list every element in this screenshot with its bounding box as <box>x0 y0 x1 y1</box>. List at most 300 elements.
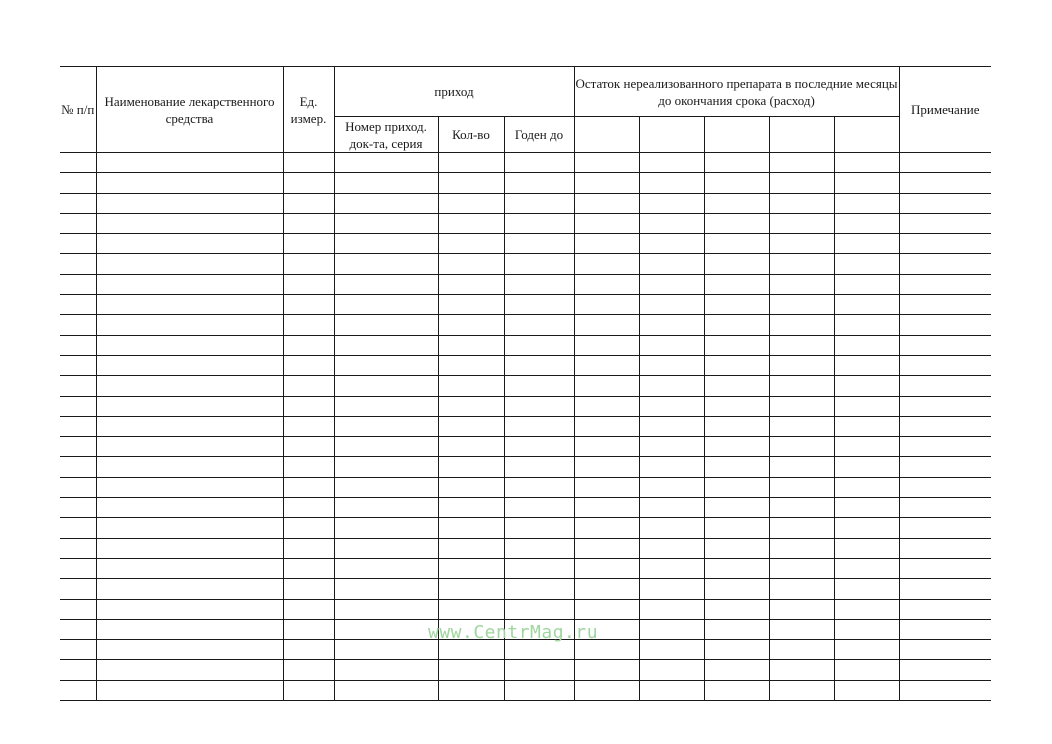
table-cell[interactable] <box>639 518 704 538</box>
table-cell[interactable] <box>769 660 834 680</box>
table-cell[interactable] <box>899 254 991 274</box>
table-cell[interactable] <box>639 437 704 457</box>
table-cell[interactable] <box>60 295 96 315</box>
table-cell[interactable] <box>899 295 991 315</box>
table-cell[interactable] <box>283 254 334 274</box>
table-cell[interactable] <box>704 518 769 538</box>
table-cell[interactable] <box>704 335 769 355</box>
table-cell[interactable] <box>60 416 96 436</box>
table-cell[interactable] <box>283 619 334 639</box>
table-cell[interactable] <box>96 660 283 680</box>
table-cell[interactable] <box>60 376 96 396</box>
table-cell[interactable] <box>769 173 834 193</box>
table-cell[interactable] <box>60 518 96 538</box>
table-cell[interactable] <box>96 335 283 355</box>
table-cell[interactable] <box>334 579 438 599</box>
table-cell[interactable] <box>334 355 438 375</box>
table-cell[interactable] <box>438 295 504 315</box>
table-cell[interactable] <box>639 457 704 477</box>
table-cell[interactable] <box>504 660 574 680</box>
table-cell[interactable] <box>899 355 991 375</box>
table-cell[interactable] <box>639 295 704 315</box>
table-cell[interactable] <box>574 295 639 315</box>
table-cell[interactable] <box>96 619 283 639</box>
table-cell[interactable] <box>283 315 334 335</box>
table-cell[interactable] <box>899 173 991 193</box>
table-cell[interactable] <box>334 437 438 457</box>
table-cell[interactable] <box>769 254 834 274</box>
table-cell[interactable] <box>334 416 438 436</box>
table-cell[interactable] <box>504 538 574 558</box>
table-cell[interactable] <box>438 153 504 173</box>
table-cell[interactable] <box>283 234 334 254</box>
table-cell[interactable] <box>769 538 834 558</box>
table-cell[interactable] <box>899 477 991 497</box>
table-cell[interactable] <box>899 579 991 599</box>
table-cell[interactable] <box>704 234 769 254</box>
table-cell[interactable] <box>834 315 899 335</box>
table-cell[interactable] <box>704 457 769 477</box>
table-cell[interactable] <box>438 579 504 599</box>
table-cell[interactable] <box>834 619 899 639</box>
table-cell[interactable] <box>96 315 283 335</box>
table-cell[interactable] <box>769 518 834 538</box>
table-cell[interactable] <box>60 660 96 680</box>
table-cell[interactable] <box>574 376 639 396</box>
table-cell[interactable] <box>60 619 96 639</box>
table-cell[interactable] <box>574 315 639 335</box>
table-cell[interactable] <box>283 437 334 457</box>
table-cell[interactable] <box>504 396 574 416</box>
table-cell[interactable] <box>60 315 96 335</box>
table-cell[interactable] <box>834 254 899 274</box>
table-cell[interactable] <box>504 437 574 457</box>
table-cell[interactable] <box>704 640 769 660</box>
table-cell[interactable] <box>96 518 283 538</box>
table-cell[interactable] <box>769 295 834 315</box>
table-cell[interactable] <box>899 396 991 416</box>
table-cell[interactable] <box>769 355 834 375</box>
table-cell[interactable] <box>96 416 283 436</box>
table-cell[interactable] <box>96 579 283 599</box>
table-cell[interactable] <box>574 254 639 274</box>
table-cell[interactable] <box>60 558 96 578</box>
table-cell[interactable] <box>96 558 283 578</box>
table-cell[interactable] <box>438 437 504 457</box>
table-cell[interactable] <box>438 234 504 254</box>
table-cell[interactable] <box>639 234 704 254</box>
table-cell[interactable] <box>504 599 574 619</box>
table-cell[interactable] <box>899 457 991 477</box>
table-cell[interactable] <box>504 295 574 315</box>
table-cell[interactable] <box>504 416 574 436</box>
table-cell[interactable] <box>334 315 438 335</box>
table-cell[interactable] <box>769 376 834 396</box>
table-cell[interactable] <box>438 274 504 294</box>
table-cell[interactable] <box>639 193 704 213</box>
table-cell[interactable] <box>574 680 639 700</box>
table-cell[interactable] <box>438 416 504 436</box>
table-cell[interactable] <box>96 173 283 193</box>
table-cell[interactable] <box>504 213 574 233</box>
table-cell[interactable] <box>769 234 834 254</box>
table-cell[interactable] <box>899 538 991 558</box>
table-cell[interactable] <box>60 437 96 457</box>
table-cell[interactable] <box>96 477 283 497</box>
table-cell[interactable] <box>504 254 574 274</box>
table-cell[interactable] <box>96 599 283 619</box>
table-cell[interactable] <box>769 640 834 660</box>
table-cell[interactable] <box>769 579 834 599</box>
table-cell[interactable] <box>334 498 438 518</box>
table-cell[interactable] <box>334 396 438 416</box>
table-cell[interactable] <box>704 538 769 558</box>
table-cell[interactable] <box>834 376 899 396</box>
table-cell[interactable] <box>96 234 283 254</box>
table-cell[interactable] <box>504 274 574 294</box>
table-cell[interactable] <box>769 619 834 639</box>
table-cell[interactable] <box>639 335 704 355</box>
table-cell[interactable] <box>704 153 769 173</box>
table-cell[interactable] <box>639 619 704 639</box>
table-cell[interactable] <box>438 477 504 497</box>
table-cell[interactable] <box>60 498 96 518</box>
table-cell[interactable] <box>504 234 574 254</box>
table-cell[interactable] <box>899 558 991 578</box>
table-cell[interactable] <box>574 660 639 680</box>
table-cell[interactable] <box>438 457 504 477</box>
table-cell[interactable] <box>438 355 504 375</box>
table-cell[interactable] <box>834 518 899 538</box>
table-cell[interactable] <box>334 538 438 558</box>
table-cell[interactable] <box>899 680 991 700</box>
table-cell[interactable] <box>283 153 334 173</box>
table-cell[interactable] <box>704 254 769 274</box>
table-cell[interactable] <box>60 640 96 660</box>
table-cell[interactable] <box>899 153 991 173</box>
table-cell[interactable] <box>769 213 834 233</box>
table-cell[interactable] <box>769 193 834 213</box>
table-cell[interactable] <box>574 274 639 294</box>
table-cell[interactable] <box>834 680 899 700</box>
table-cell[interactable] <box>504 376 574 396</box>
table-cell[interactable] <box>96 640 283 660</box>
table-cell[interactable] <box>283 274 334 294</box>
table-cell[interactable] <box>574 153 639 173</box>
table-cell[interactable] <box>704 599 769 619</box>
table-cell[interactable] <box>96 437 283 457</box>
table-cell[interactable] <box>834 660 899 680</box>
table-cell[interactable] <box>504 335 574 355</box>
table-cell[interactable] <box>334 213 438 233</box>
table-cell[interactable] <box>334 234 438 254</box>
table-cell[interactable] <box>704 396 769 416</box>
table-cell[interactable] <box>60 599 96 619</box>
table-cell[interactable] <box>504 355 574 375</box>
table-cell[interactable] <box>574 416 639 436</box>
table-cell[interactable] <box>438 376 504 396</box>
table-cell[interactable] <box>60 457 96 477</box>
table-cell[interactable] <box>96 274 283 294</box>
table-cell[interactable] <box>899 274 991 294</box>
table-cell[interactable] <box>504 680 574 700</box>
table-cell[interactable] <box>334 193 438 213</box>
table-cell[interactable] <box>60 680 96 700</box>
table-cell[interactable] <box>504 315 574 335</box>
table-cell[interactable] <box>574 457 639 477</box>
table-cell[interactable] <box>769 477 834 497</box>
table-cell[interactable] <box>639 274 704 294</box>
table-cell[interactable] <box>834 538 899 558</box>
table-cell[interactable] <box>504 193 574 213</box>
table-cell[interactable] <box>639 355 704 375</box>
table-cell[interactable] <box>834 153 899 173</box>
table-cell[interactable] <box>334 376 438 396</box>
table-cell[interactable] <box>834 295 899 315</box>
table-cell[interactable] <box>504 173 574 193</box>
table-cell[interactable] <box>504 579 574 599</box>
table-cell[interactable] <box>504 153 574 173</box>
table-cell[interactable] <box>639 660 704 680</box>
table-cell[interactable] <box>334 660 438 680</box>
table-cell[interactable] <box>834 213 899 233</box>
table-cell[interactable] <box>334 599 438 619</box>
table-cell[interactable] <box>899 599 991 619</box>
table-cell[interactable] <box>834 193 899 213</box>
table-cell[interactable] <box>639 538 704 558</box>
table-cell[interactable] <box>334 254 438 274</box>
table-cell[interactable] <box>639 558 704 578</box>
table-cell[interactable] <box>639 396 704 416</box>
table-cell[interactable] <box>334 619 438 639</box>
table-cell[interactable] <box>438 213 504 233</box>
table-cell[interactable] <box>283 680 334 700</box>
table-cell[interactable] <box>704 498 769 518</box>
table-cell[interactable] <box>834 173 899 193</box>
table-cell[interactable] <box>438 518 504 538</box>
table-cell[interactable] <box>899 335 991 355</box>
table-cell[interactable] <box>334 477 438 497</box>
table-cell[interactable] <box>899 193 991 213</box>
table-cell[interactable] <box>834 640 899 660</box>
table-cell[interactable] <box>283 477 334 497</box>
table-cell[interactable] <box>504 498 574 518</box>
table-cell[interactable] <box>639 498 704 518</box>
table-cell[interactable] <box>704 619 769 639</box>
table-cell[interactable] <box>334 173 438 193</box>
table-cell[interactable] <box>60 234 96 254</box>
table-cell[interactable] <box>438 396 504 416</box>
table-cell[interactable] <box>574 173 639 193</box>
table-cell[interactable] <box>283 538 334 558</box>
table-cell[interactable] <box>704 193 769 213</box>
table-cell[interactable] <box>438 498 504 518</box>
table-cell[interactable] <box>834 477 899 497</box>
table-cell[interactable] <box>96 396 283 416</box>
table-cell[interactable] <box>438 254 504 274</box>
table-cell[interactable] <box>334 640 438 660</box>
table-cell[interactable] <box>96 355 283 375</box>
table-cell[interactable] <box>639 579 704 599</box>
table-cell[interactable] <box>704 416 769 436</box>
table-cell[interactable] <box>769 274 834 294</box>
table-cell[interactable] <box>704 376 769 396</box>
table-cell[interactable] <box>438 315 504 335</box>
table-cell[interactable] <box>639 315 704 335</box>
table-cell[interactable] <box>96 376 283 396</box>
table-cell[interactable] <box>334 274 438 294</box>
table-cell[interactable] <box>283 355 334 375</box>
table-cell[interactable] <box>283 376 334 396</box>
table-cell[interactable] <box>704 477 769 497</box>
table-cell[interactable] <box>704 437 769 457</box>
table-cell[interactable] <box>504 558 574 578</box>
table-cell[interactable] <box>769 416 834 436</box>
table-cell[interactable] <box>834 234 899 254</box>
table-cell[interactable] <box>639 640 704 660</box>
table-cell[interactable] <box>96 213 283 233</box>
table-cell[interactable] <box>574 538 639 558</box>
table-cell[interactable] <box>639 254 704 274</box>
table-cell[interactable] <box>283 599 334 619</box>
table-cell[interactable] <box>283 640 334 660</box>
table-cell[interactable] <box>334 518 438 538</box>
table-cell[interactable] <box>704 680 769 700</box>
table-cell[interactable] <box>283 518 334 538</box>
table-cell[interactable] <box>283 498 334 518</box>
table-cell[interactable] <box>899 234 991 254</box>
table-cell[interactable] <box>639 173 704 193</box>
table-cell[interactable] <box>639 477 704 497</box>
table-cell[interactable] <box>438 660 504 680</box>
table-cell[interactable] <box>834 437 899 457</box>
table-cell[interactable] <box>96 538 283 558</box>
table-cell[interactable] <box>283 295 334 315</box>
table-cell[interactable] <box>639 599 704 619</box>
table-cell[interactable] <box>334 335 438 355</box>
table-cell[interactable] <box>769 498 834 518</box>
table-cell[interactable] <box>283 335 334 355</box>
table-cell[interactable] <box>96 680 283 700</box>
table-cell[interactable] <box>704 579 769 599</box>
table-cell[interactable] <box>704 295 769 315</box>
table-cell[interactable] <box>574 437 639 457</box>
table-cell[interactable] <box>834 498 899 518</box>
table-cell[interactable] <box>283 173 334 193</box>
table-cell[interactable] <box>60 173 96 193</box>
table-cell[interactable] <box>834 416 899 436</box>
table-cell[interactable] <box>704 355 769 375</box>
table-cell[interactable] <box>574 498 639 518</box>
table-cell[interactable] <box>704 660 769 680</box>
table-cell[interactable] <box>60 355 96 375</box>
table-cell[interactable] <box>574 213 639 233</box>
table-cell[interactable] <box>899 498 991 518</box>
table-cell[interactable] <box>504 477 574 497</box>
table-cell[interactable] <box>574 599 639 619</box>
table-cell[interactable] <box>438 538 504 558</box>
table-cell[interactable] <box>769 396 834 416</box>
table-cell[interactable] <box>283 457 334 477</box>
table-cell[interactable] <box>769 680 834 700</box>
table-cell[interactable] <box>438 335 504 355</box>
table-cell[interactable] <box>574 193 639 213</box>
table-cell[interactable] <box>60 153 96 173</box>
table-cell[interactable] <box>704 315 769 335</box>
table-cell[interactable] <box>283 660 334 680</box>
table-cell[interactable] <box>574 579 639 599</box>
table-cell[interactable] <box>283 396 334 416</box>
table-cell[interactable] <box>504 457 574 477</box>
table-cell[interactable] <box>704 213 769 233</box>
table-cell[interactable] <box>283 579 334 599</box>
table-cell[interactable] <box>438 193 504 213</box>
table-cell[interactable] <box>834 335 899 355</box>
table-cell[interactable] <box>60 193 96 213</box>
table-cell[interactable] <box>899 437 991 457</box>
table-cell[interactable] <box>60 213 96 233</box>
table-cell[interactable] <box>769 599 834 619</box>
table-cell[interactable] <box>96 457 283 477</box>
table-cell[interactable] <box>899 518 991 538</box>
table-cell[interactable] <box>574 396 639 416</box>
table-cell[interactable] <box>334 295 438 315</box>
table-cell[interactable] <box>96 254 283 274</box>
table-cell[interactable] <box>704 558 769 578</box>
table-cell[interactable] <box>899 315 991 335</box>
table-cell[interactable] <box>899 660 991 680</box>
table-cell[interactable] <box>704 173 769 193</box>
table-cell[interactable] <box>834 599 899 619</box>
table-cell[interactable] <box>834 355 899 375</box>
table-cell[interactable] <box>60 274 96 294</box>
table-cell[interactable] <box>504 518 574 538</box>
table-cell[interactable] <box>639 376 704 396</box>
table-cell[interactable] <box>96 498 283 518</box>
table-cell[interactable] <box>899 376 991 396</box>
table-cell[interactable] <box>283 558 334 578</box>
table-cell[interactable] <box>60 396 96 416</box>
table-cell[interactable] <box>96 193 283 213</box>
table-cell[interactable] <box>574 234 639 254</box>
table-cell[interactable] <box>769 315 834 335</box>
table-cell[interactable] <box>283 213 334 233</box>
table-cell[interactable] <box>283 416 334 436</box>
table-cell[interactable] <box>769 153 834 173</box>
table-cell[interactable] <box>60 254 96 274</box>
table-cell[interactable] <box>283 193 334 213</box>
table-cell[interactable] <box>60 579 96 599</box>
table-cell[interactable] <box>769 335 834 355</box>
table-cell[interactable] <box>334 153 438 173</box>
table-cell[interactable] <box>438 173 504 193</box>
table-cell[interactable] <box>574 335 639 355</box>
table-cell[interactable] <box>438 599 504 619</box>
table-cell[interactable] <box>639 153 704 173</box>
table-cell[interactable] <box>769 437 834 457</box>
table-cell[interactable] <box>899 640 991 660</box>
table-cell[interactable] <box>899 213 991 233</box>
table-cell[interactable] <box>769 558 834 578</box>
table-cell[interactable] <box>96 153 283 173</box>
table-cell[interactable] <box>899 619 991 639</box>
table-cell[interactable] <box>60 477 96 497</box>
table-cell[interactable] <box>834 396 899 416</box>
table-cell[interactable] <box>639 213 704 233</box>
table-cell[interactable] <box>704 274 769 294</box>
table-cell[interactable] <box>899 416 991 436</box>
table-cell[interactable] <box>574 518 639 538</box>
